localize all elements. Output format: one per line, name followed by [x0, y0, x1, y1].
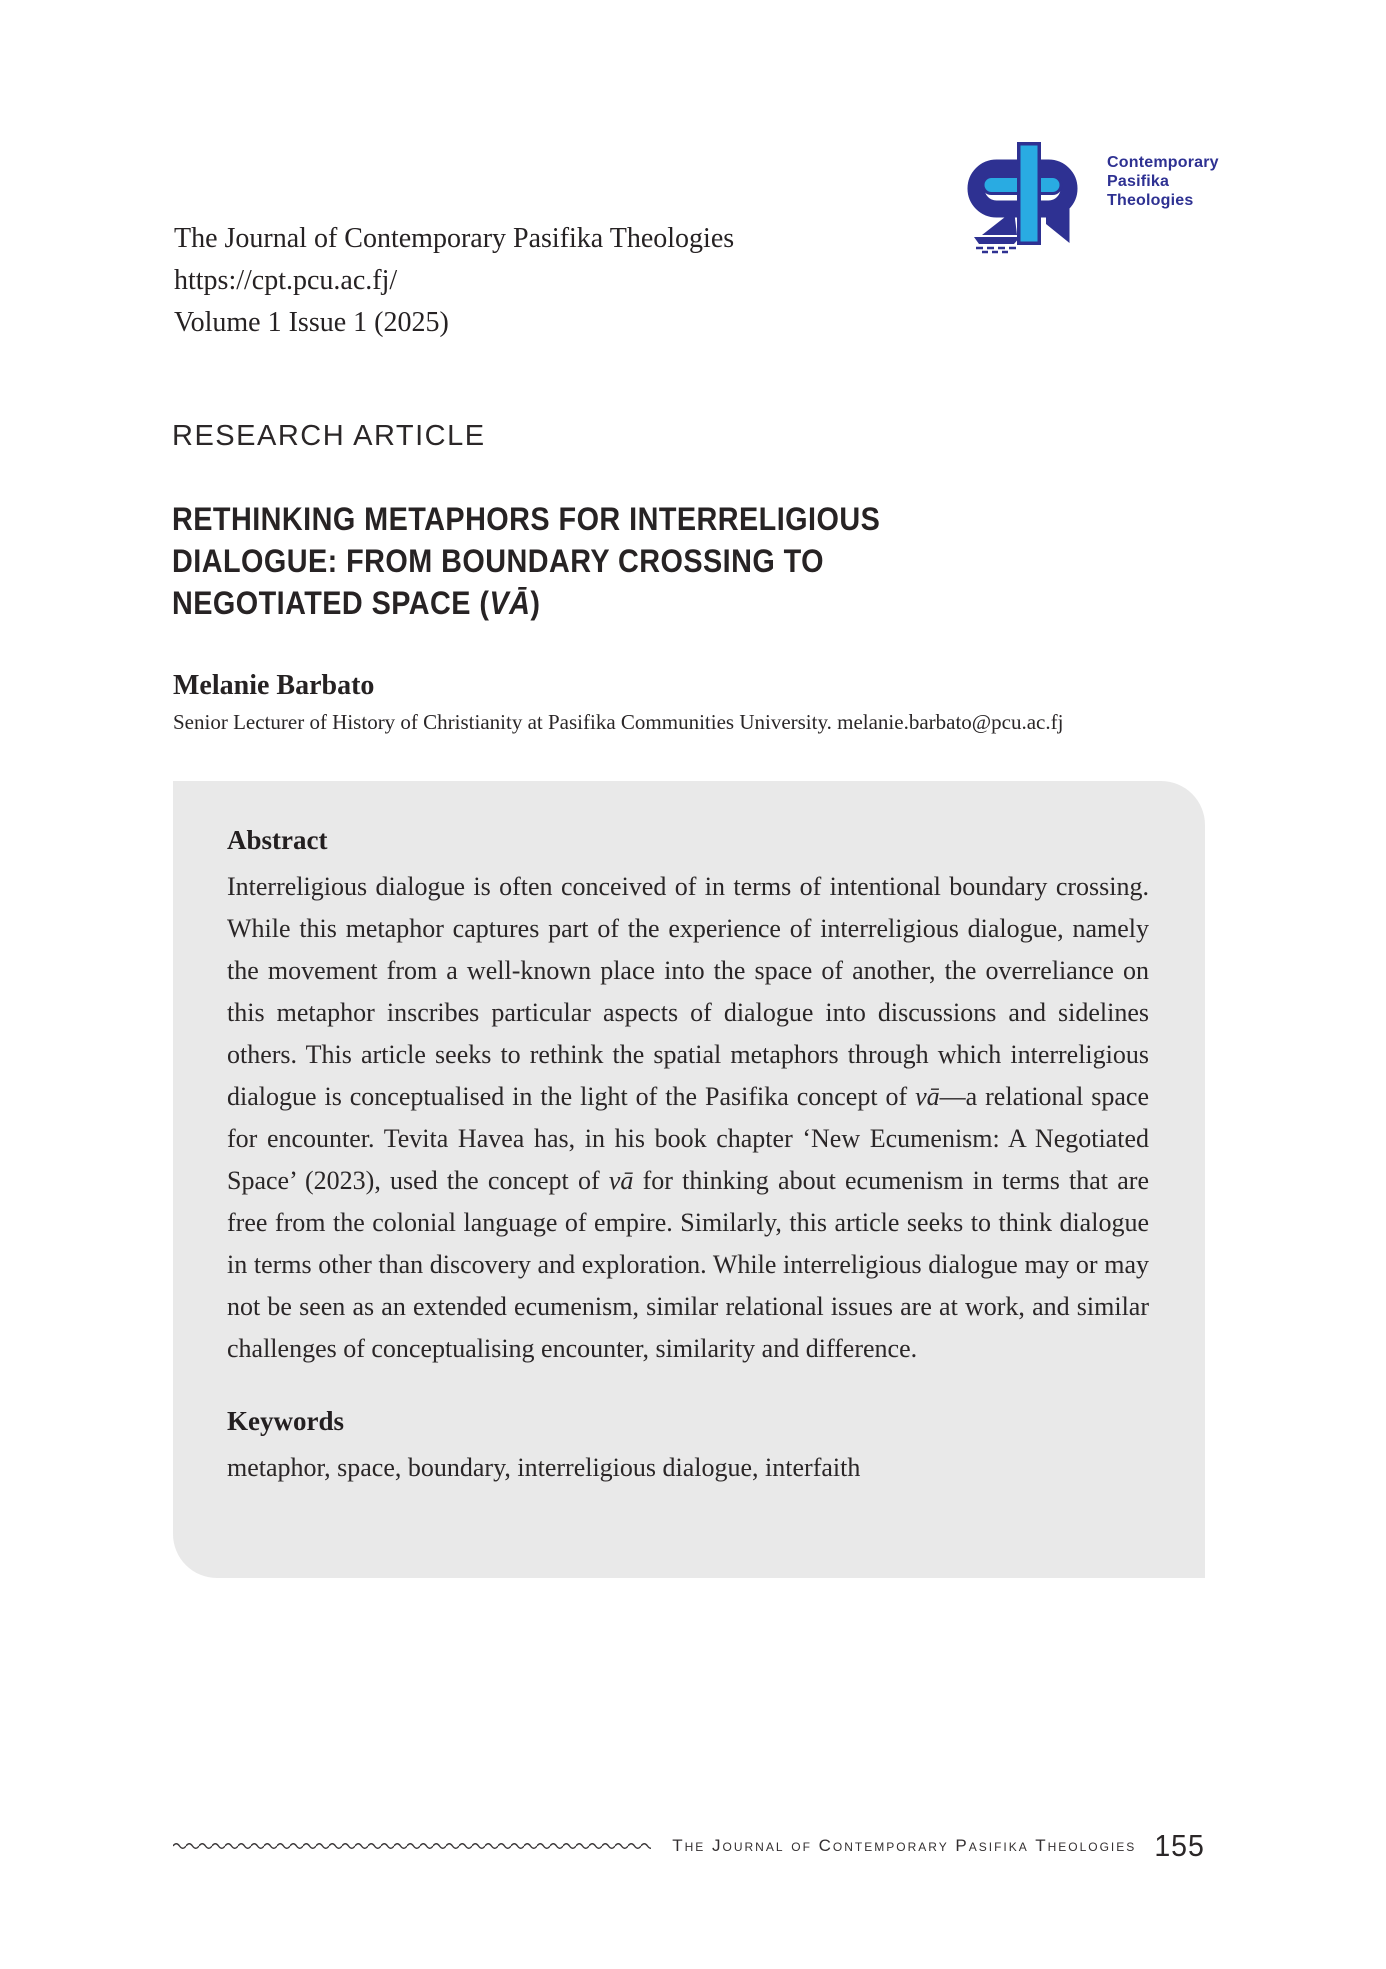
- page-footer: [173, 1826, 1205, 1866]
- page-number: 155: [1154, 1828, 1205, 1863]
- title-line-3: NEGOTIATED SPACE (VĀ): [172, 585, 541, 621]
- article-title: [172, 498, 880, 624]
- article-type-label: RESEARCH ARTICLE: [172, 420, 486, 452]
- journal-name-line: The Journal of Contemporary Pasifika Theologies: [174, 223, 735, 254]
- abstract-text: Interreligious dialogue is often conceived of in terms of intentional boundary crossing. While this metaphor captures part of the experience of interreligious dialogue, namely the movement from a well-known place into the space of another, the overreliance on this metaphor inscribes particular aspects of dialogue into discussions and sidelines others. This article seeks to rethink the spatial metaphors through which interreligious dialogue is conceptualised in the light of the Pasifika concept of vā—a relational space for encounter. Tevita Havea has, in his book chapter ‘New Ecumenism: A Negotiated Space’ (2023), used the concept of vā for thinking about ecumenism in terms that are free from the colonial language of empire. Similarly, this article seeks to think dialogue in terms other than discovery and exploration. While interreligious dialogue may or may not be seen as an extended ecumenism, similar relational issues are at work, and similar challenges of conceptualising encounter, similarity and difference.: [227, 872, 1149, 1363]
- affiliation-text: Senior Lecturer of History of Christianity at Pasifika Communities University.: [173, 710, 838, 734]
- wavy-divider-icon: [173, 1840, 651, 1852]
- logo-word-1: Contemporary: [1107, 154, 1219, 171]
- journal-logo: [962, 140, 1262, 255]
- logo-word-3: Theologies: [1107, 192, 1194, 209]
- journal-url-link[interactable]: https://cpt.pcu.ac.fj/: [174, 265, 398, 296]
- abstract-panel: [173, 781, 1205, 1578]
- title-line-2: DIALOGUE: FROM BOUNDARY CROSSING TO: [172, 543, 825, 579]
- keywords-text: metaphor, space, boundary, interreligious dialogue, interfaith: [227, 1453, 861, 1482]
- author-name: Melanie Barbato: [173, 670, 375, 701]
- footer-journal-name: The Journal of Contemporary Pasifika Theologies: [672, 1836, 1137, 1855]
- keywords-heading: Keywords: [227, 1406, 344, 1436]
- abstract-heading: Abstract: [227, 825, 328, 855]
- cp-cross-canoe-logo-icon: [962, 140, 1092, 254]
- author-affiliation: [173, 710, 1063, 735]
- title-line-1: RETHINKING METAPHORS FOR INTERRELIGIOUS: [172, 501, 881, 537]
- journal-url-row: [174, 260, 734, 302]
- masthead: [174, 218, 734, 344]
- logo-wordmark: [1107, 153, 1219, 210]
- journal-issue-line: Volume 1 Issue 1 (2025): [174, 307, 449, 338]
- author-email-link[interactable]: melanie.barbato@pcu.ac.fj: [837, 710, 1064, 734]
- logo-word-2: Pasifika: [1107, 173, 1170, 190]
